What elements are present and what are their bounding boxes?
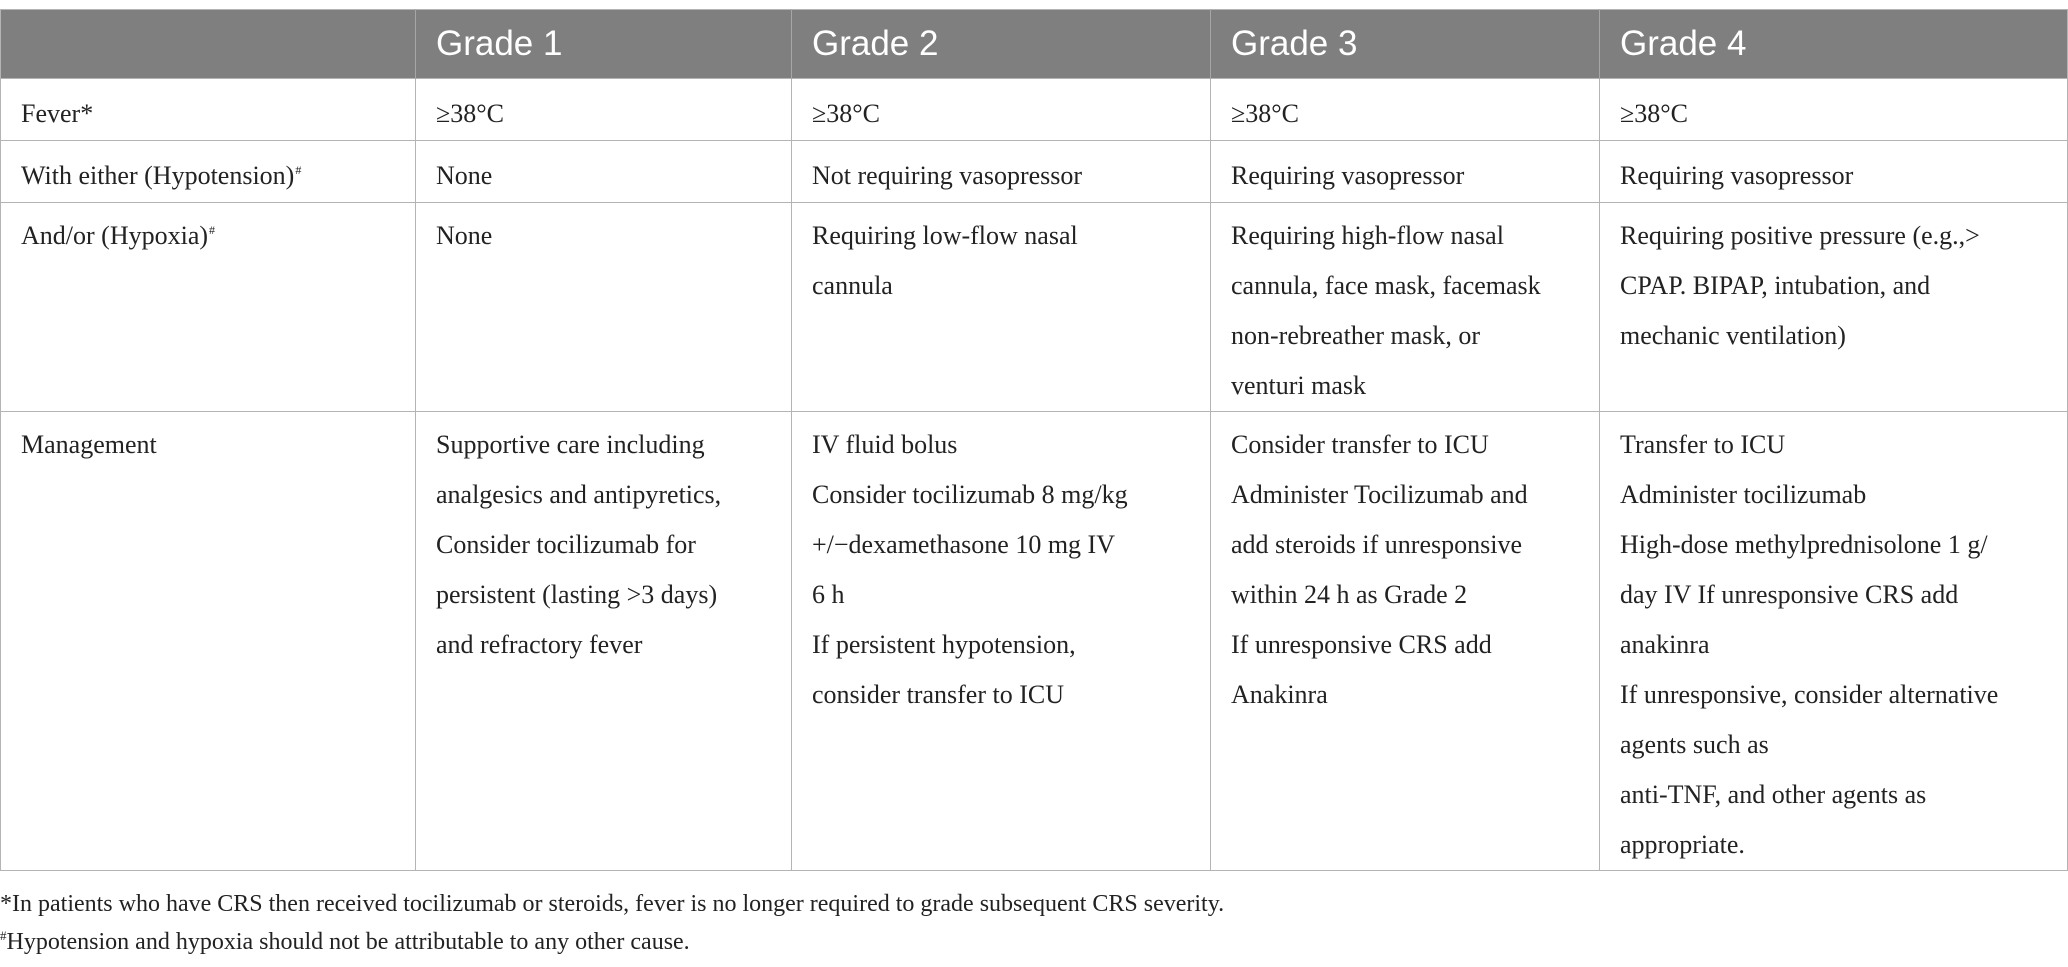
footnote-mark-asterisk: *	[80, 99, 94, 128]
crs-grading-table-container	[0, 9, 2068, 871]
table-row-management	[1, 412, 2068, 871]
cell-management-grade-3: Consider transfer to ICU Administer Tocilizumab and add steroids if unresponsive within 24 h as Grade 2 If unresponsive CRS add Anakinra	[1211, 412, 1600, 871]
cell-fever-grade-2: ≥38°C	[792, 79, 1211, 141]
row-label-management: Management	[1, 412, 416, 871]
table-row-hypotension	[1, 141, 2068, 203]
cell-hypoxia-grade-1: None	[416, 203, 792, 412]
header-grade-4: Grade 4	[1600, 10, 2068, 79]
footnote-text: Hypotension and hypoxia should not be attributable to any other cause.	[6, 929, 690, 955]
header-grade-3: Grade 3	[1211, 10, 1600, 79]
cell-management-grade-1: Supportive care including analgesics and antipyretics, Consider tocilizumab for persistent (lasting >3 days) and refractory fever	[416, 412, 792, 871]
cell-hypoxia-grade-4: Requiring positive pressure (e.g.,> CPAP. BIPAP, intubation, and mechanic ventilation)	[1600, 203, 2068, 412]
footnote-text: In patients who have CRS then received tocilizumab or steroids, fever is no longer required to grade subsequent CRS severity.	[12, 891, 1225, 917]
cell-management-grade-2: IV fluid bolus Consider tocilizumab 8 mg/kg +/−dexamethasone 10 mg IV 6 h If persistent hypotension, consider transfer to ICU	[792, 412, 1211, 871]
row-label-text: With either (Hypotension)	[21, 161, 295, 190]
cell-hypoxia-grade-2: Requiring low-flow nasal cannula	[792, 203, 1211, 412]
footnote-mark-asterisk: *	[0, 891, 12, 917]
footnote-hypotension-hypoxia	[0, 923, 2060, 961]
cell-fever-grade-4: ≥38°C	[1600, 79, 2068, 141]
table-row-hypoxia	[1, 203, 2068, 412]
cell-hypoxia-grade-3: Requiring high-flow nasal cannula, face mask, facemask non-rebreather mask, or venturi mask	[1211, 203, 1600, 412]
table-row-fever	[1, 79, 2068, 141]
cell-hypotension-grade-1: None	[416, 141, 792, 203]
row-label-hypotension	[1, 141, 416, 203]
footnote-mark-hash: #	[295, 163, 302, 177]
cell-hypotension-grade-4: Requiring vasopressor	[1600, 141, 2068, 203]
crs-grading-table	[0, 9, 2068, 871]
footnote-fever	[0, 885, 2060, 923]
cell-fever-grade-1: ≥38°C	[416, 79, 792, 141]
header-corner-cell	[1, 10, 416, 79]
row-label-fever	[1, 79, 416, 141]
header-grade-1: Grade 1	[416, 10, 792, 79]
row-label-text: And/or (Hypoxia)	[21, 221, 209, 250]
table-header-row	[1, 10, 2068, 79]
cell-fever-grade-3: ≥38°C	[1211, 79, 1600, 141]
cell-management-grade-4: Transfer to ICU Administer tocilizumab High-dose methylprednisolone 1 g/ day IV If unresponsive CRS add anakinra If unresponsive, consider alternative agents such as anti-TNF, and other agents as appropriate.	[1600, 412, 2068, 871]
cell-hypotension-grade-2: Not requiring vasopressor	[792, 141, 1211, 203]
cell-hypotension-grade-3: Requiring vasopressor	[1211, 141, 1600, 203]
footnote-mark-hash: #	[209, 223, 216, 237]
header-grade-2: Grade 2	[792, 10, 1211, 79]
row-label-hypoxia	[1, 203, 416, 412]
footnote-mark-hash: #	[0, 928, 7, 943]
row-label-text: Fever	[21, 99, 81, 128]
table-footnotes	[0, 885, 2060, 961]
